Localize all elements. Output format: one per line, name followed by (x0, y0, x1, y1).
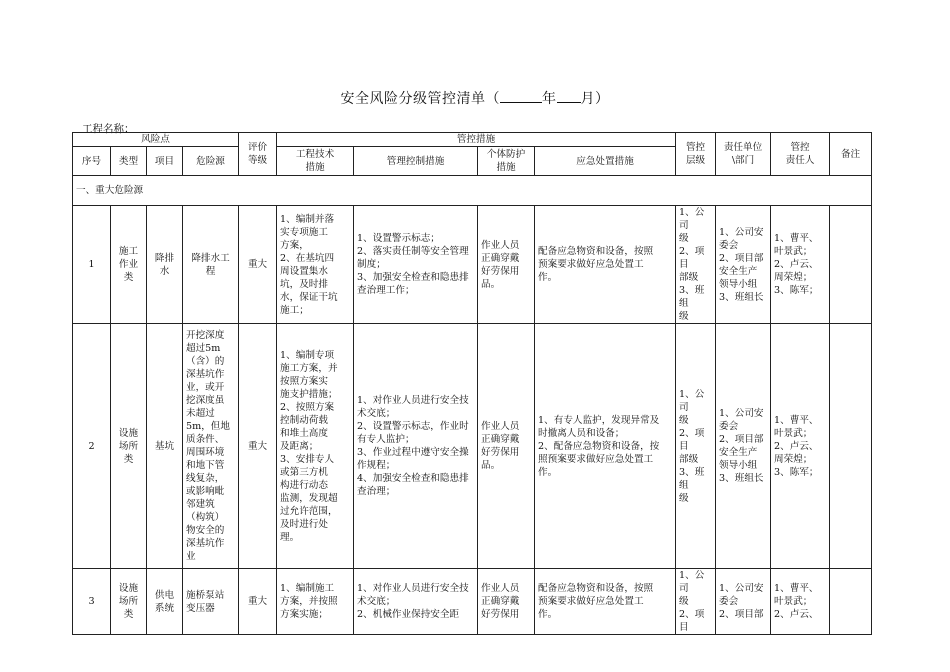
cell-control-level: 1、公司 级 2、项目 部级 3、班组 级 (676, 324, 716, 569)
cell-emergency: 配备应急物资和设备，按照 预案要求做好应急处置工 作。 (535, 206, 676, 324)
cell-type: 施工 作业 类 (111, 206, 147, 324)
document-title (0, 88, 950, 108)
cell-engineering: 1、编制专项 施工方案，并 按照方案实 施支护措施； 2、按照方案 控制动荷载 和堆土高度 及距离； 3、安排专人 或第三方机 构进行动态 监测，发现超 过允许范围， 及时进行处 理。 (277, 324, 354, 569)
cell-item: 基坑 (147, 324, 183, 569)
cell-control-level: 1、公司 级 2、项目 部级 3、班组 级 (676, 206, 716, 324)
cell-person: 1、曹平、 叶景武； 2、卢云、 周荣煌； 3、陈军； (771, 324, 830, 569)
header-control-measures: 管控措施 (277, 133, 676, 147)
cell-item: 降排 水 (147, 206, 183, 324)
cell-item: 供电 系统 (147, 569, 183, 635)
title-year: 年 (542, 91, 557, 107)
title-month: 月） (580, 91, 610, 107)
month-blank (557, 89, 581, 103)
section-row (73, 176, 872, 206)
cell-type: 设施 场所 类 (111, 324, 147, 569)
header-seq: 序号 (73, 147, 111, 176)
year-blank (500, 89, 542, 103)
header-management: 管理控制措施 (354, 147, 478, 176)
section-title: 一、重大危险源 (73, 176, 872, 206)
cell-control-level: 1、公司 级 2、项目 (676, 569, 716, 635)
table-row (73, 569, 872, 635)
cell-unit: 1、公司安 委会 2、项目部 安全生产 领导小组 3、班组长 (716, 324, 771, 569)
table-row (73, 206, 872, 324)
cell-level: 重大 (239, 569, 277, 635)
header-type: 类型 (111, 147, 147, 176)
cell-emergency: 1、有专人监护，发现异常及 时撤离人员和设备； 2、配备应急物资和设备，按 照预案要求做好应急处置工 作。 (535, 324, 676, 569)
cell-person: 1、曹平、 叶景武； 2、卢云、 (771, 569, 830, 635)
cell-emergency: 配备应急物资和设备，按照 预案要求做好应急处置工 作。 (535, 569, 676, 635)
header-remarks: 备注 (830, 133, 872, 176)
header-hazard: 危险源 (183, 147, 239, 176)
cell-hazard: 施桥泵站 变压器 (183, 569, 239, 635)
cell-type: 设施 场所 类 (111, 569, 147, 635)
cell-ppe: 作业人员 正确穿戴 好劳保用 (478, 569, 535, 635)
header-control-level: 管控 层级 (676, 133, 716, 176)
project-name-label: 工程名称： (82, 123, 135, 135)
header-row-1 (73, 133, 872, 147)
header-responsible-unit: 责任单位 \部门 (716, 133, 771, 176)
cell-person: 1、曹平、 叶景武； 2、卢云、 周荣煌； 3、陈军； (771, 206, 830, 324)
header-item: 项目 (147, 147, 183, 176)
title-text: 安全风险分级管控清单（ (340, 91, 500, 107)
header-emergency: 应急处置措施 (535, 147, 676, 176)
cell-level: 重大 (239, 324, 277, 569)
cell-seq: 2 (73, 324, 111, 569)
cell-management: 1、对作业人员进行安全技 术交底； 2、机械作业保持安全距 (354, 569, 478, 635)
header-engineering: 工程技术 措施 (277, 147, 354, 176)
cell-engineering: 1、编制施工 方案，并按照 方案实施； (277, 569, 354, 635)
cell-unit: 1、公司安 委会 2、项目部 (716, 569, 771, 635)
cell-hazard: 降排水工 程 (183, 206, 239, 324)
cell-ppe: 作业人员 正确穿戴 好劳保用 品。 (478, 324, 535, 569)
cell-engineering: 1、编制并落 实专项施工 方案， 2、在基坑四 周设置集水 坑，及时排 水，保证干坑 施工； (277, 206, 354, 324)
header-risk-point: 风险点 (73, 133, 239, 147)
cell-remark (830, 206, 872, 324)
cell-seq: 1 (73, 206, 111, 324)
cell-hazard: 开挖深度 超过5m （含）的 深基坑作 业，或开 挖深度虽 未超过 5m，但地 质条件、 周围环境 和地下管 线复杂， 或影响毗 邻建筑 （构筑） 物安全的 深基坑作 业 (183, 324, 239, 569)
cell-management: 1、设置警示标志； 2、落实责任制等安全管理 制度； 3、加强安全检查和隐患排 查治理工作； (354, 206, 478, 324)
cell-level: 重大 (239, 206, 277, 324)
risk-control-table (72, 132, 872, 635)
header-ppe: 个体防护 措施 (478, 147, 535, 176)
cell-unit: 1、公司安 委会 2、项目部 安全生产 领导小组 3、班组长 (716, 206, 771, 324)
header-evaluation-level: 评价 等级 (239, 133, 277, 176)
cell-seq: 3 (73, 569, 111, 635)
cell-remark (830, 324, 872, 569)
header-responsible-person: 管控 责任人 (771, 133, 830, 176)
table-row (73, 324, 872, 569)
cell-ppe: 作业人员 正确穿戴 好劳保用 品。 (478, 206, 535, 324)
cell-management: 1、对作业人员进行安全技 术交底； 2、设置警示标志，作业时 有专人监护； 3、作业过程中遵守安全操 作规程； 4、加强安全检查和隐患排 查治理； (354, 324, 478, 569)
cell-remark (830, 569, 872, 635)
